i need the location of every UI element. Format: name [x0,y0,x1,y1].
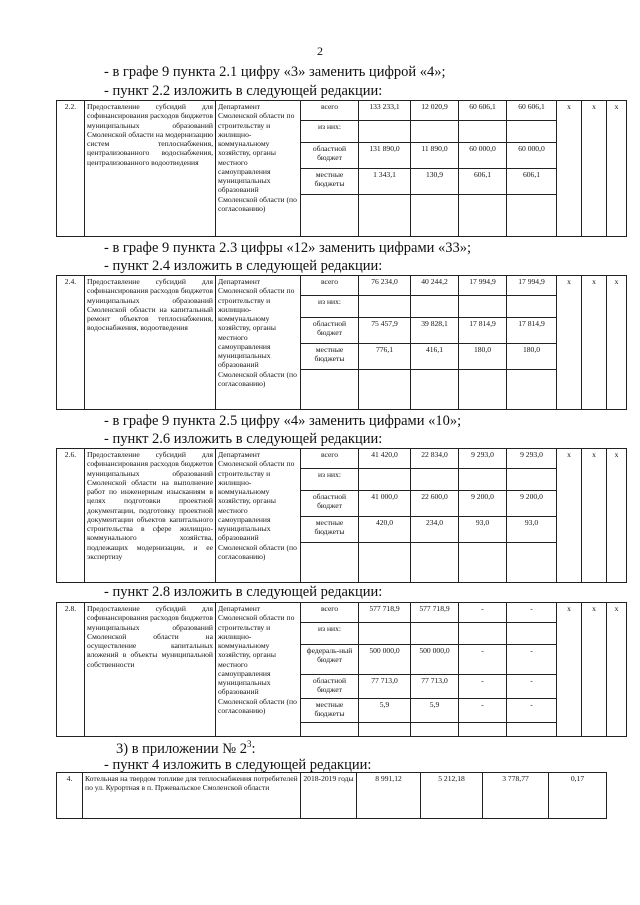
item-table-2-2 [56,100,627,237]
x-mark: x [607,449,627,583]
x-mark: x [557,449,582,583]
value-cell: 500 000,0 [359,645,411,675]
value-cell: 93,0 [459,517,507,543]
row-label-of-which: из них: [301,296,359,318]
row-label-local: местные бюджеты [301,169,359,195]
value-cell: 131 890,0 [359,143,411,169]
instruction-text: - в графе 9 пункта 2.1 цифру «3» заменить цифрой «4»; [104,64,446,80]
value-cell: - [459,699,507,723]
instruction-text: - пункт 4 изложить в следующей редакции: [104,757,372,773]
row-label-of-which: из них: [301,121,359,143]
x-mark: x [582,276,607,410]
value-cell: 60 606,1 [459,101,507,121]
value-cell: 130,9 [411,169,459,195]
row-label-regional: областной бюджет [301,318,359,344]
value-cell: 22 600,0 [411,491,459,517]
value-cell: 416,1 [411,344,459,370]
row-label-total: всего [301,603,359,623]
x-mark: x [582,101,607,237]
item-description: Предоставление субсидий для софинансирования расходов бюджетов муниципальных образований Смоленской области на выполнение работ по инженерным изысканиям в целях подготовки проектной документации, подготовку проектной документации объектов капитального строительства в сфере жилищно-коммунального хозяйства, подлежащих модернизации, и ее экспертизу [85,449,216,583]
value-cell: 39 828,1 [411,318,459,344]
item-table-4 [56,772,607,819]
item-description: Предоставление субсидий для софинансирования расходов бюджетов муниципальных образований Смоленской области на осуществление капитальных вложений в объекты муниципальной собственности [85,603,216,737]
value-cell: 9 200,0 [507,491,557,517]
row-label-regional: областной бюджет [301,675,359,699]
item-number: 2.8. [57,603,85,737]
row-label-regional: областной бюджет [301,491,359,517]
item-executor: Департамент Смоленской области по строительству и жилищно-коммунальному хозяйству, органы местного самоуправления муниципальных образований Смоленской области (по согласованию) [216,603,301,737]
item-executor: Департамент Смоленской области по строительству и жилищно-коммунальному хозяйству, органы местного самоуправления муниципальных образований Смоленской области (по согласованию) [216,449,301,583]
value-cell: 60 606,1 [507,101,557,121]
row-label-of-which: из них: [301,469,359,491]
value-cell: - [507,699,557,723]
item-number: 2.6. [57,449,85,583]
value-cell: 17 814,9 [507,318,557,344]
value-cell: 606,1 [507,169,557,195]
x-mark: x [607,603,627,737]
value-cell: 0,17 [549,773,607,819]
value-cell: 5,9 [359,699,411,723]
value-cell: - [459,675,507,699]
value-cell: 11 890,0 [411,143,459,169]
value-cell: 40 244,2 [411,276,459,296]
x-mark: x [582,449,607,583]
instruction-text: - в графе 9 пункта 2.5 цифру «4» заменить цифрами «10»; [104,413,462,429]
item-number: 2.2. [57,101,85,237]
row-label-total: всего [301,449,359,469]
value-cell: 420,0 [359,517,411,543]
value-cell: 93,0 [507,517,557,543]
value-cell: 9 293,0 [459,449,507,469]
value-cell: 41 420,0 [359,449,411,469]
item-executor: Департамент Смоленской области по строительству и жилищно-коммунальному хозяйству, органы местного самоуправления муниципальных образований Смоленской области (по согласованию) [216,101,301,237]
value-cell: 180,0 [507,344,557,370]
row-label-total: всего [301,276,359,296]
value-cell: 12 020,9 [411,101,459,121]
row-label-local: местные бюджеты [301,344,359,370]
item-executor: Департамент Смоленской области по строительству и жилищно-коммунальному хозяйству, органы местного самоуправления муниципальных образований Смоленской области (по согласованию) [216,276,301,410]
value-cell: 577 718,9 [359,603,411,623]
item-years: 2018-2019 годы [301,773,357,819]
instruction-text: - пункт 2.4 изложить в следующей редакции: [104,258,383,274]
item-description: Предоставление субсидий для софинансирования расходов бюджетов муниципальных образований Смоленской области на модернизацию систем теплоснабжения, централизованного водоснабжения, централизованного водоотведения [85,101,216,237]
item-number: 4. [57,773,83,819]
value-cell: 776,1 [359,344,411,370]
value-cell: - [459,603,507,623]
x-mark: x [607,276,627,410]
value-cell: 180,0 [459,344,507,370]
value-cell: 234,0 [411,517,459,543]
section-heading [116,739,255,758]
x-mark: x [557,603,582,737]
value-cell: 3 778,77 [483,773,549,819]
value-cell: - [507,645,557,675]
row-label-local: местные бюджеты [301,517,359,543]
value-cell: 133 233,1 [359,101,411,121]
value-cell: 22 834,0 [411,449,459,469]
x-mark: x [557,101,582,237]
instruction-text: - пункт 2.6 изложить в следующей редакции: [104,431,383,447]
row-label-local: местные бюджеты [301,699,359,723]
value-cell: 60 000,0 [459,143,507,169]
value-cell: 606,1 [459,169,507,195]
row-label-regional: областной бюджет [301,143,359,169]
item-description: Котельная на твердом топливе для теплоснабжения потребителей по ул. Курортная в п. Пржевальское Смоленской области [83,773,301,819]
value-cell: 77 713,0 [411,675,459,699]
value-cell: 5 212,18 [421,773,483,819]
value-cell: 9 200,0 [459,491,507,517]
row-label-of-which: из них: [301,623,359,645]
value-cell: 500 000,0 [411,645,459,675]
value-cell: 9 293,0 [507,449,557,469]
value-cell: 1 343,1 [359,169,411,195]
value-cell: - [507,603,557,623]
value-cell: 77 713,0 [359,675,411,699]
item-description: Предоставление субсидий для софинансирования расходов бюджетов муниципальных образований Смоленской области на капитальный ремонт объектов теплоснабжения, водоснабжения, водоотведения [85,276,216,410]
x-mark: x [557,276,582,410]
value-cell: - [459,645,507,675]
value-cell: 8 991,12 [357,773,421,819]
value-cell: 76 234,0 [359,276,411,296]
value-cell: 17 994,9 [459,276,507,296]
row-label-total: всего [301,101,359,121]
x-mark: x [582,603,607,737]
item-number: 2.4. [57,276,85,410]
value-cell: - [507,675,557,699]
value-cell: 17 814,9 [459,318,507,344]
instruction-text: - пункт 2.2 изложить в следующей редакции: [104,83,383,99]
item-table-2-8 [56,602,627,737]
value-cell: 17 994,9 [507,276,557,296]
page-number: 2 [317,44,323,58]
instruction-text: - в графе 9 пункта 2.3 цифры «12» заменить цифрами «33»; [104,240,472,256]
section-heading-colon: : [251,740,256,757]
section-heading-superscript: 3 [246,739,252,749]
value-cell: 5,9 [411,699,459,723]
section-heading-text: 3) в приложении № 2 [116,740,247,757]
instruction-text: - пункт 2.8 изложить в следующей редакции: [104,584,383,600]
item-table-2-4 [56,275,627,410]
value-cell: 75 457,9 [359,318,411,344]
row-label-federal: федераль-ный бюджет [301,645,359,675]
item-table-2-6 [56,448,627,583]
x-mark: x [607,101,627,237]
value-cell: 577 718,9 [411,603,459,623]
value-cell: 41 000,0 [359,491,411,517]
value-cell: 60 000,0 [507,143,557,169]
